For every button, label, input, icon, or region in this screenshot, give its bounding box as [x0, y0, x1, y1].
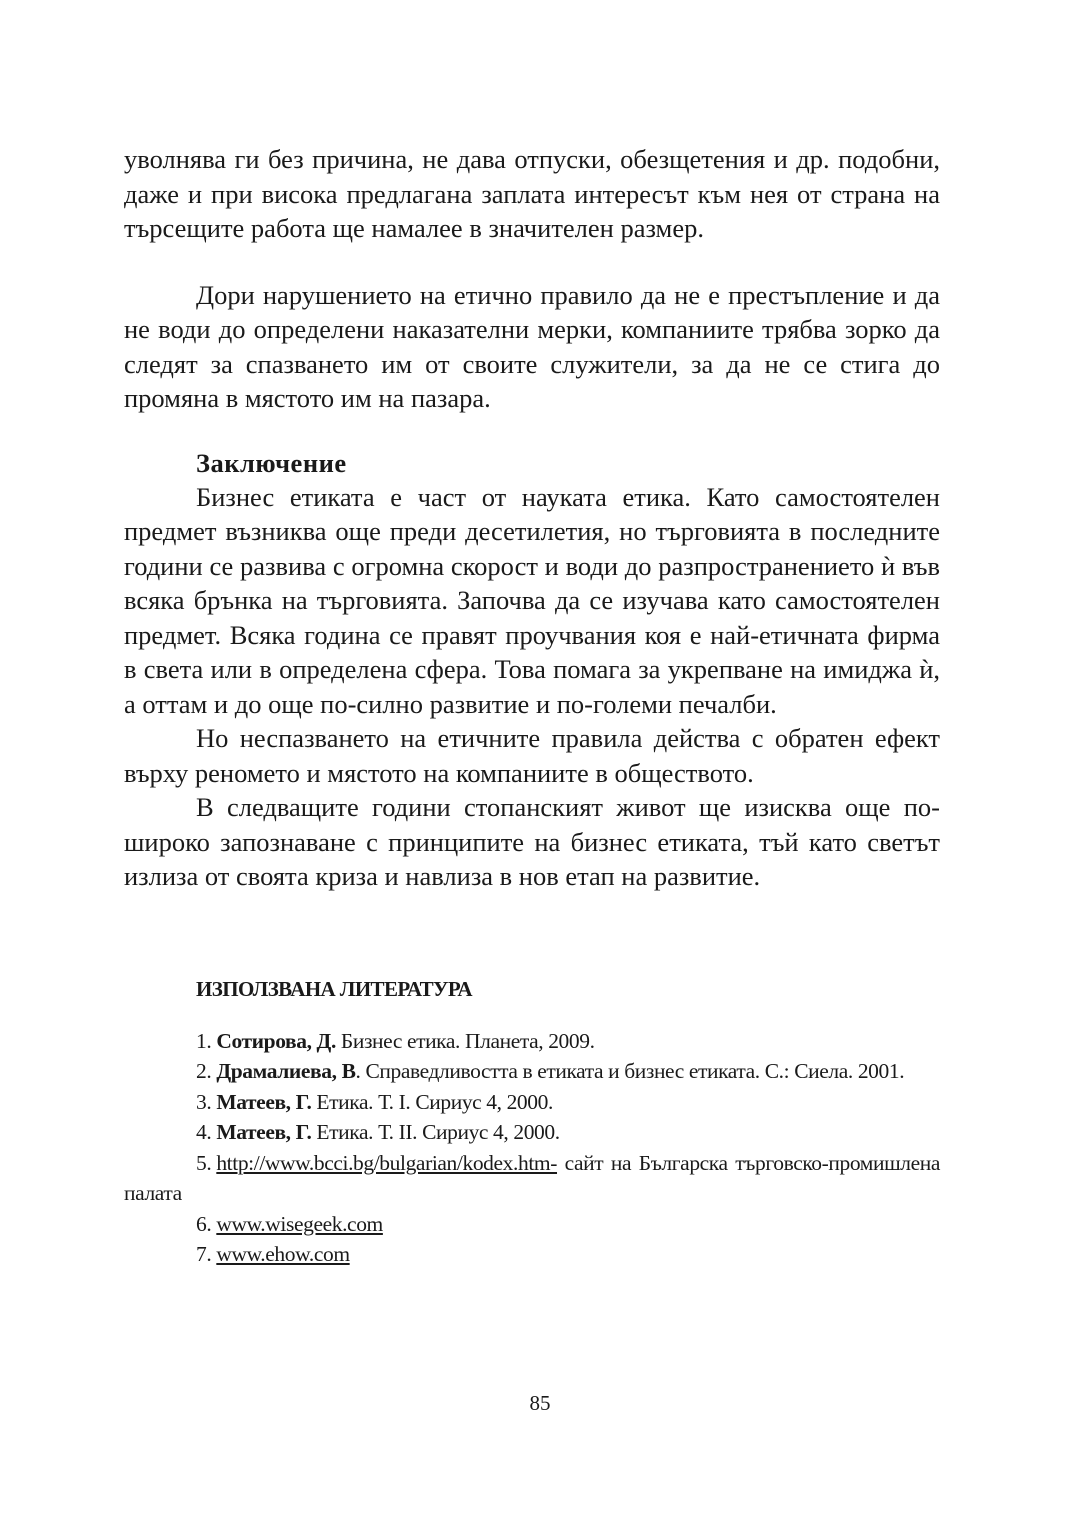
reference-number: 2. [196, 1059, 212, 1083]
reference-text: сайт на Българска търговско-промишлена палата [124, 1150, 940, 1205]
reference-text: Бизнес етика. Планета, 2009. [335, 1028, 595, 1053]
reference-number: 6. [196, 1211, 212, 1236]
reference-item-7 [124, 1239, 940, 1270]
body-paragraph-2: Дори нарушението на етично правило да не е престъпление и да не води до определени наказателни мерки, компаниите трябва зорко да следят за спазването им от своите служители, за да не се стига до промяна в мястото им на пазара. [124, 279, 940, 413]
reference-link-ehow[interactable]: www.ehow.com [216, 1242, 350, 1266]
reference-number: 5. [196, 1150, 212, 1175]
reference-item-1 [124, 1026, 940, 1057]
reference-text: Етика. Т. I. Сириус 4, 2000. [311, 1089, 553, 1114]
conclusion-paragraph-1: Бизнес етиката е част от науката етика. Като самостоятелен предмет възниква още преди десетилетия, но търговията в последните години се развива с огромна скорост и води до разпространението ѝ във всяка брънка на търговията. Започва да се изучава като самостоятелен предмет. Всяка година се правят проучвания коя е най-етичната фирма в света или в определена сфера. Това помага за укрепване на имиджа ѝ, а оттам и до още по-силно развитие и по-големи печалби. [124, 481, 940, 719]
reference-item-5 [124, 1148, 940, 1209]
conclusion-paragraph-2: Но неспазването на етичните правила действа с обратен ефект върху реномето и мястото на компаниите в обществото. [124, 723, 940, 788]
reference-item-4 [124, 1117, 940, 1148]
references-title: ИЗПОЛЗВАНА ЛИТЕРАТУРА [196, 976, 472, 1001]
reference-text: Етика. Т. II. Сириус 4, 2000. [311, 1120, 560, 1144]
reference-author: Матеев, Г. [216, 1120, 312, 1144]
reference-item-2 [124, 1056, 940, 1087]
reference-author: Матеев, Г. [216, 1089, 312, 1114]
reference-link-wisegeek[interactable]: www.wisegeek.com [216, 1211, 383, 1236]
reference-number: 1. [196, 1028, 212, 1053]
document-page [124, 142, 940, 1270]
conclusion-heading: Заключение [196, 447, 347, 478]
reference-item-3 [124, 1087, 940, 1118]
reference-author: Сотирова, Д. [216, 1028, 336, 1053]
reference-number: 3. [196, 1089, 212, 1114]
reference-number: 7. [196, 1242, 212, 1266]
body-paragraph-1: уволнява ги без причина, не дава отпуски, обезщетения и др. подобни, даже и при висока предлагана заплата интересът към нея от страна на търсещите работа ще намалее в значителен размер. [124, 144, 940, 243]
reference-number: 4. [196, 1120, 212, 1144]
reference-item-6 [124, 1209, 940, 1240]
reference-text: . Справедливостта в етиката и бизнес етиката. С.: Сиела. 2001. [355, 1059, 905, 1083]
page-number: 85 [529, 1391, 551, 1415]
conclusion-paragraph-3: В следващите години стопанският живот ще изисква още по-широко запознаване с принципите на бизнес етиката, тъй като светът излиза от своята криза и навлиза в нов етап на развитие. [124, 792, 940, 891]
references-list [124, 1026, 940, 1270]
reference-author: Драмалиева, В [216, 1059, 356, 1083]
reference-link-bcci[interactable]: http://www.bcci.bg/bulgarian/kodex.htm- [216, 1150, 558, 1175]
